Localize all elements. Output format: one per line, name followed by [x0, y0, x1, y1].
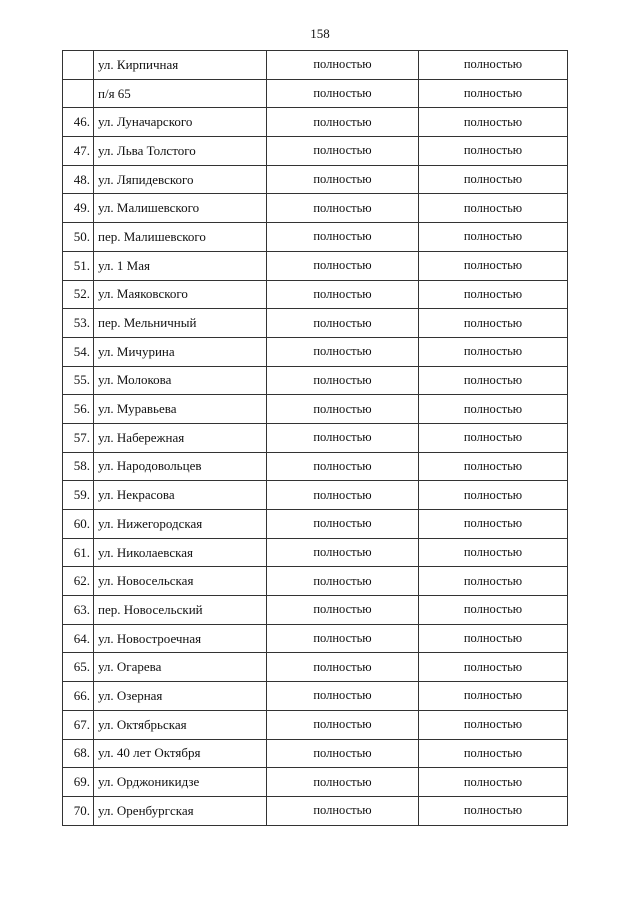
- table-row: [63, 51, 568, 80]
- row-number-cell: 48.: [63, 165, 94, 194]
- row-number-cell: 54.: [63, 337, 94, 366]
- status-cell-a: полностью: [267, 682, 419, 711]
- row-number-cell: 51.: [63, 251, 94, 280]
- status-cell-b: полностью: [419, 653, 568, 682]
- table-row: [63, 194, 568, 223]
- status-cell-b: полностью: [419, 366, 568, 395]
- row-number-cell: 67.: [63, 710, 94, 739]
- table-row: [63, 682, 568, 711]
- table-row: [63, 423, 568, 452]
- status-cell-b: полностью: [419, 624, 568, 653]
- status-cell-a: полностью: [267, 366, 419, 395]
- street-name-cell: ул. Мичурина: [94, 337, 267, 366]
- status-cell-a: полностью: [267, 223, 419, 252]
- table-row: [63, 452, 568, 481]
- row-number-cell: 65.: [63, 653, 94, 682]
- status-cell-b: полностью: [419, 796, 568, 825]
- status-cell-a: полностью: [267, 567, 419, 596]
- street-name-cell: ул. Орджоникидзе: [94, 768, 267, 797]
- table-row: [63, 280, 568, 309]
- status-cell-b: полностью: [419, 567, 568, 596]
- streets-table: [62, 50, 568, 826]
- row-number-cell: 61.: [63, 538, 94, 567]
- status-cell-b: полностью: [419, 510, 568, 539]
- row-number-cell: 46.: [63, 108, 94, 137]
- table-row: [63, 768, 568, 797]
- status-cell-a: полностью: [267, 423, 419, 452]
- table-row: [63, 366, 568, 395]
- status-cell-a: полностью: [267, 710, 419, 739]
- status-cell-a: полностью: [267, 337, 419, 366]
- status-cell-a: полностью: [267, 768, 419, 797]
- status-cell-b: полностью: [419, 423, 568, 452]
- status-cell-a: полностью: [267, 624, 419, 653]
- row-number-cell: 50.: [63, 223, 94, 252]
- table-row: [63, 337, 568, 366]
- row-number-cell: 59.: [63, 481, 94, 510]
- table-row: [63, 538, 568, 567]
- status-cell-b: полностью: [419, 137, 568, 166]
- row-number-cell: 58.: [63, 452, 94, 481]
- status-cell-b: полностью: [419, 108, 568, 137]
- table-row: [63, 653, 568, 682]
- status-cell-b: полностью: [419, 223, 568, 252]
- table-row: [63, 79, 568, 108]
- status-cell-b: полностью: [419, 768, 568, 797]
- street-name-cell: ул. 40 лет Октября: [94, 739, 267, 768]
- street-name-cell: ул. Некрасова: [94, 481, 267, 510]
- status-cell-b: полностью: [419, 51, 568, 80]
- street-name-cell: ул. Нижегородская: [94, 510, 267, 539]
- street-name-cell: ул. Ляпидевского: [94, 165, 267, 194]
- row-number-cell: 69.: [63, 768, 94, 797]
- status-cell-b: полностью: [419, 538, 568, 567]
- row-number-cell: 47.: [63, 137, 94, 166]
- row-number-cell: 68.: [63, 739, 94, 768]
- row-number-cell: 62.: [63, 567, 94, 596]
- status-cell-b: полностью: [419, 452, 568, 481]
- street-name-cell: ул. Октябрьская: [94, 710, 267, 739]
- street-name-cell: ул. Малишевского: [94, 194, 267, 223]
- table-body: [63, 51, 568, 826]
- status-cell-a: полностью: [267, 596, 419, 625]
- street-name-cell: ул. Николаевская: [94, 538, 267, 567]
- street-name-cell: ул. Огарева: [94, 653, 267, 682]
- status-cell-a: полностью: [267, 108, 419, 137]
- row-number-cell: 56.: [63, 395, 94, 424]
- row-number-cell: [63, 79, 94, 108]
- row-number-cell: 66.: [63, 682, 94, 711]
- status-cell-a: полностью: [267, 137, 419, 166]
- table-row: [63, 165, 568, 194]
- street-name-cell: ул. Новосельская: [94, 567, 267, 596]
- street-name-cell: ул. Новостроечная: [94, 624, 267, 653]
- status-cell-b: полностью: [419, 251, 568, 280]
- table-row: [63, 567, 568, 596]
- row-number-cell: 55.: [63, 366, 94, 395]
- table-row: [63, 596, 568, 625]
- status-cell-a: полностью: [267, 395, 419, 424]
- status-cell-b: полностью: [419, 194, 568, 223]
- street-name-cell: ул. Народовольцев: [94, 452, 267, 481]
- status-cell-a: полностью: [267, 79, 419, 108]
- status-cell-a: полностью: [267, 165, 419, 194]
- status-cell-b: полностью: [419, 280, 568, 309]
- status-cell-b: полностью: [419, 79, 568, 108]
- street-name-cell: ул. Льва Толстого: [94, 137, 267, 166]
- status-cell-a: полностью: [267, 739, 419, 768]
- table-row: [63, 395, 568, 424]
- row-number-cell: 70.: [63, 796, 94, 825]
- status-cell-a: полностью: [267, 251, 419, 280]
- status-cell-b: полностью: [419, 739, 568, 768]
- status-cell-a: полностью: [267, 538, 419, 567]
- street-name-cell: ул. Молокова: [94, 366, 267, 395]
- street-name-cell: ул. Луначарского: [94, 108, 267, 137]
- status-cell-a: полностью: [267, 796, 419, 825]
- status-cell-b: полностью: [419, 682, 568, 711]
- row-number-cell: 53.: [63, 309, 94, 338]
- status-cell-a: полностью: [267, 51, 419, 80]
- street-name-cell: ул. 1 Мая: [94, 251, 267, 280]
- page-number: 158: [310, 26, 330, 41]
- table-row: [63, 137, 568, 166]
- table-row: [63, 481, 568, 510]
- street-name-cell: пер. Малишевского: [94, 223, 267, 252]
- street-name-cell: ул. Озерная: [94, 682, 267, 711]
- street-name-cell: пер. Мельничный: [94, 309, 267, 338]
- table-row: [63, 624, 568, 653]
- status-cell-b: полностью: [419, 596, 568, 625]
- status-cell-b: полностью: [419, 309, 568, 338]
- status-cell-a: полностью: [267, 653, 419, 682]
- status-cell-a: полностью: [267, 510, 419, 539]
- table-row: [63, 710, 568, 739]
- status-cell-a: полностью: [267, 309, 419, 338]
- row-number-cell: 64.: [63, 624, 94, 653]
- status-cell-b: полностью: [419, 395, 568, 424]
- table-row: [63, 739, 568, 768]
- street-name-cell: ул. Набережная: [94, 423, 267, 452]
- row-number-cell: 57.: [63, 423, 94, 452]
- street-name-cell: пер. Новосельский: [94, 596, 267, 625]
- table-row: [63, 796, 568, 825]
- row-number-cell: 52.: [63, 280, 94, 309]
- street-name-cell: ул. Оренбургская: [94, 796, 267, 825]
- row-number-cell: 60.: [63, 510, 94, 539]
- street-name-cell: ул. Кирпичная: [94, 51, 267, 80]
- table-row: [63, 108, 568, 137]
- status-cell-a: полностью: [267, 481, 419, 510]
- street-name-cell: ул. Маяковского: [94, 280, 267, 309]
- table-row: [63, 510, 568, 539]
- status-cell-a: полностью: [267, 194, 419, 223]
- status-cell-a: полностью: [267, 280, 419, 309]
- table-row: [63, 251, 568, 280]
- street-name-cell: ул. Муравьева: [94, 395, 267, 424]
- status-cell-b: полностью: [419, 481, 568, 510]
- status-cell-b: полностью: [419, 165, 568, 194]
- table-row: [63, 309, 568, 338]
- status-cell-b: полностью: [419, 710, 568, 739]
- row-number-cell: [63, 51, 94, 80]
- status-cell-b: полностью: [419, 337, 568, 366]
- row-number-cell: 49.: [63, 194, 94, 223]
- row-number-cell: 63.: [63, 596, 94, 625]
- street-name-cell: п/я 65: [94, 79, 267, 108]
- status-cell-a: полностью: [267, 452, 419, 481]
- table-row: [63, 223, 568, 252]
